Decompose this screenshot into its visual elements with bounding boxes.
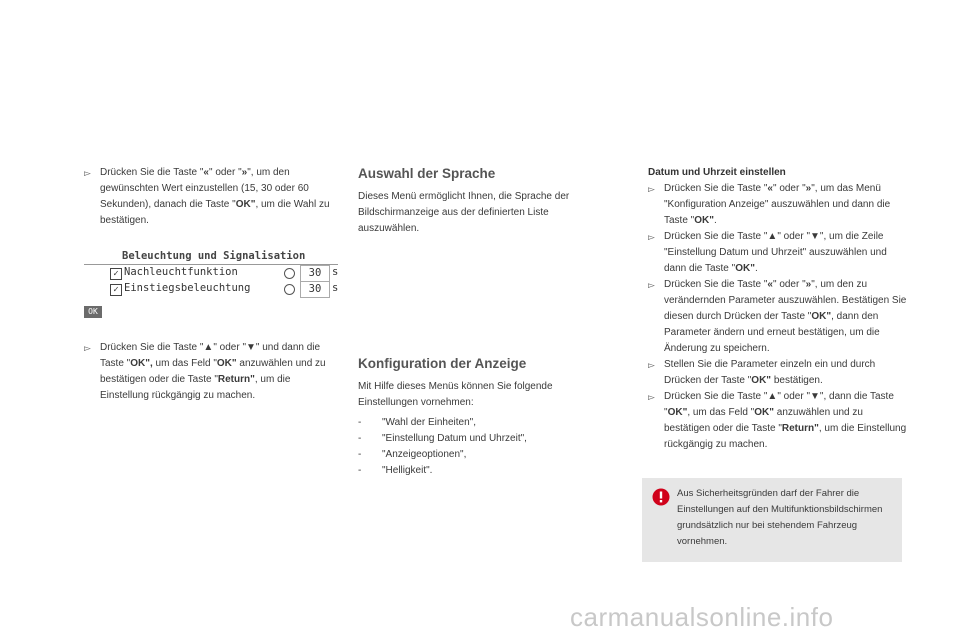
row-label: Einstiegsbeleuchtung xyxy=(124,282,251,294)
screen-row[interactable] xyxy=(110,282,338,298)
bullet-marker: ▻ xyxy=(648,280,655,290)
fast-forward-icon: » xyxy=(805,279,812,290)
bullet-marker: ▻ xyxy=(648,232,655,242)
middle-column xyxy=(358,165,598,479)
arrow-up-icon: ▲ xyxy=(767,391,778,402)
instruction-bullet: ▻ Drücken Sie die Taste "«" oder "»", um den gewünschten Wert einzustellen (15, 30 oder 60 Sekunden), danach die Taste "OK", um die Wahl zu bestätigen. xyxy=(84,167,330,226)
rewind-icon: « xyxy=(767,183,773,194)
notice-text: Aus Sicherheitsgründen darf der Fahrer die Einstellungen auf den Multifunktionsbildschirmen grundsätzlich nur bei stehendem Fahrzeug vornehmen. xyxy=(677,488,883,547)
fast-forward-icon: » xyxy=(805,183,812,194)
clock-icon xyxy=(284,284,295,295)
bullet-marker: ▻ xyxy=(648,184,655,194)
settings-list xyxy=(358,415,598,479)
clock-icon xyxy=(284,268,295,279)
safety-notice xyxy=(642,478,902,562)
bullet-marker: ▻ xyxy=(84,343,91,353)
left-column xyxy=(84,165,334,229)
bullet-marker: ▻ xyxy=(84,168,91,178)
instruction-bullet: ▻ Drücken Sie die Taste "«" oder "»", um den zu verändernden Parameter auszuwählen. Bestätigen Sie diesen durch Drücken der Taste "OK", dann den Parameter ändern und erneut bestätigen, um die Änderung zu speichern. xyxy=(648,279,907,354)
rewind-icon: « xyxy=(767,279,773,290)
left-column-lower xyxy=(84,340,334,404)
rewind-icon: « xyxy=(203,167,209,178)
checkbox-icon[interactable]: ✓ xyxy=(110,284,122,296)
instruction-bullet: ▻ Drücken Sie die Taste "▲" oder "▼" und dann die Taste "OK", um das Feld "OK" anzuwählen und zu bestätigen oder die Taste "Return", um die Einstellung rückgängig zu machen. xyxy=(84,342,326,401)
instruction-bullet: ▻ Stellen Sie die Parameter einzeln ein und durch Drücken der Taste "OK" bestätigen. xyxy=(648,359,876,386)
section-text: Dieses Menü ermöglicht Ihnen, die Sprache der Bildschirmanzeige aus der definierten Liste auszuwählen. xyxy=(358,191,570,234)
screen-row[interactable] xyxy=(110,266,338,282)
arrow-down-icon: ▼ xyxy=(246,342,256,353)
bullet-marker: ▻ xyxy=(648,360,655,370)
warning-icon xyxy=(652,488,670,506)
list-item: - "Wahl der Einheiten", xyxy=(358,417,476,428)
section-title: Auswahl der Sprache xyxy=(358,166,496,181)
display-screen xyxy=(84,250,338,320)
watermark: carmanualsonline.info xyxy=(570,602,834,632)
fast-forward-icon: » xyxy=(241,167,248,178)
row-value[interactable]: 30 xyxy=(300,281,330,298)
ok-button[interactable]: OK xyxy=(84,306,102,318)
list-item: - "Einstellung Datum und Uhrzeit", xyxy=(358,433,527,444)
bullet-marker: ▻ xyxy=(648,392,655,402)
subheading: Datum und Uhrzeit einstellen xyxy=(648,167,786,178)
arrow-up-icon: ▲ xyxy=(203,342,214,353)
arrow-up-icon: ▲ xyxy=(767,231,778,242)
list-item: - "Helligkeit". xyxy=(358,465,433,476)
list-item: - "Anzeigeoptionen", xyxy=(358,449,467,460)
row-value[interactable]: 30 xyxy=(300,265,330,282)
instruction-bullet: ▻ Drücken Sie die Taste "▲" oder "▼", um die Zeile "Einstellung Datum und Uhrzeit" auszuwählen und dann die Taste "OK". xyxy=(648,231,887,274)
instruction-bullet: ▻ Drücken Sie die Taste "▲" oder "▼", dann die Taste "OK", um das Feld "OK" anzuwählen und zu bestätigen oder die Taste "Return", um die Einstellung rückgängig zu machen. xyxy=(648,391,907,450)
screen-title: Beleuchtung und Signalisation xyxy=(122,250,306,262)
arrow-down-icon: ▼ xyxy=(810,231,820,242)
section-title: Konfiguration der Anzeige xyxy=(358,356,527,371)
row-unit: s xyxy=(332,266,339,278)
row-unit: s xyxy=(332,282,339,294)
instruction-bullet: ▻ Drücken Sie die Taste "«" oder "»", um das Menü "Konfiguration Anzeige" auszuwählen und dann die Taste "OK". xyxy=(648,183,891,226)
right-column xyxy=(648,165,908,453)
section-text: Mit Hilfe dieses Menüs können Sie folgende Einstellungen vornehmen: xyxy=(358,381,553,408)
row-label: Nachleuchtfunktion xyxy=(124,266,238,278)
checkbox-icon[interactable]: ✓ xyxy=(110,268,122,280)
arrow-down-icon: ▼ xyxy=(810,391,820,402)
